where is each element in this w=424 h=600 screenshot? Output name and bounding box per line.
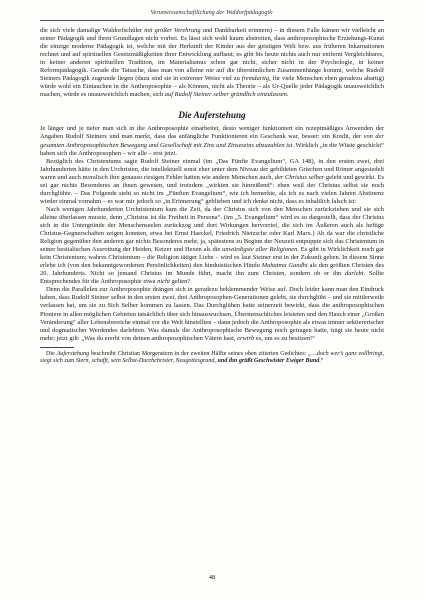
paragraph-intro: die sich viele damalige Waldorfschüler mit großer Verehrung und Dankbarkeit erinnern) – in diesem Falle kämen wir vielleicht an seiner Pädagogik und ihren Grundlagen nicht vorbei. Es lässt sich wohl kaum abstreiten, dass anthroposophische Erziehungs-Kunst die einzige moderne Pädagogik ist, welche mit der Herkunft der Kinder aus der geistigen Welt bzw. aus früheren Inkarnationen rechnet und auf spirituellen Gesetzmäßigkeiten ihrer Entwicklung aufbaut; es gibt bis heute nichts auch nur entfernt Vergleichbares, in keiner anderen spirituellen Tradition, im Materialismus schon gar nicht, sicher nicht in der Psychologie, in keiner Reformpädagogik. Gerade die Tatsache, dass man von alleine nie auf die übersinnlichen Zusammenhänge kommt, welche Rudolf Steiners Pädagogik zugrunde liegen (dazu sind sie in extremer Weise viel zu fremdartig, für viele Menschen eben geradezu abartig) würde wohl ein Eintauchen in die Anthroposophie – als Können, nicht als Theorie – als Ur-Quelle jeder Pädagogik unausweichlich machen, würde es unausweichlich machen, sich auf Rudolf Steiner selber gründlich einzulassen. <box>40 27 385 99</box>
paragraph-urchristentum: Nach wenigen Jahrhunderten Urchristentum kam die Zeit, da der Christus sich von den Menschen zurückziehen und sie sich alleine überlassen musste, denn „Christus ist die Freiheit in Persona“. (im „5. Evangelium“ wird es so dargestellt, dass der Christus sich in die Untergründe der Menschenseelen zurückzog und dort Wirkungen hervorrief, die sich im Äußeren auch als heftige Christus-Gegnerschaften zeigen konnten, etwa bei Ernst Haeckel, Friedrich Nietzsche oder Karl Marx.) Ab da war die christliche Religion gegenüber den anderen gar nichts Besonderes mehr, ja, spätestens zu Beginn der Neuzeit entpuppte sich das Christentum in seiner bestialischen Ausrottung der Heiden, Ketzer und Hexen als die unwürdigste aller Religionen. Es gibt in Wirklichkeit noch gar kein Christentum; wahres Christentum – die Religion tätiger Liebe – wird es laut Steiner erst in der Zukunft geben. In diesem Sinne erlebe ich (von den bekanntgewordenen Persönlichkeiten) den hinduistischen Hindu Mahatma Gandhi als den größten Christen des 20. Jahrhunderts. Nicht so jemand Christus im Munde führt, macht ihn zum Christen, sondern ob er ihn darlebt. Sollte Entsprechendes für die Anthroposophie etwa nicht gelten? <box>40 205 385 286</box>
header-rule <box>40 20 384 21</box>
paragraph-parallels: Denn die Parallelen zur Anthroposophie drängen sich in geradezu beklemmender Weise auf. Doch leider kann man den Eindruck haben, dass Rudolf Steiner selbst in den ersten zwei, drei Anthroposophen-Generationen gelebt, sie durchglüht – und sie mittlerweile verlassen hat, um sie zu Sich Selber kommen zu lassen. Das Durchglühen hatte seinerzeit bewirkt, dass die anthroposophischen Pioniere in allen möglichen Gebieten tatsächlich über sich hinauswuchsen, Übermenschliches leisteten und den Hauch einer „Großen Veränderung“ aller Lebensbereiche einmal vor die Welt hinstellten – dann jedoch die Anthroposophie als etwas immer sektiererischer und dogmatischer Werdendes darlebten. Was damals die Anthroposophische Bewegung noch getragen hatte, trägt sie heute nicht mehr; jetzt gilt: „Was du ererbt von deinen anthroposophischen Vätern hast, erwirb es, um es zu besitzen!“ <box>40 286 385 342</box>
running-header: Verunwissenschaftlichung der Waldorfpädagogik· <box>150 9 274 16</box>
paragraph-credit: Je länger und je tiefer man sich in die Anthroposophie einarbeitet, desto weniger funktioniert ein rezeptmäßiges Anwenden der Angaben Rudolf Steiners und man merkt, dass das anfängliche Funktionieren ein Geschenk war, besser: ein Kredit, der von der gesamten Anthroposophischen Bewegung und Gesellschaft mit Zins und Zinseszins abzuzahlen ist. Wirklich „in die Wüste geschickt“ haben sich die Anthroposophen – wir alle – erst jetzt. <box>40 125 384 157</box>
footnote-separator <box>40 347 74 348</box>
page-content <box>40 27 384 366</box>
page-number: 48 <box>208 574 216 581</box>
paragraph-christianity: Bezüglich des Christentums sagte Rudolf Steiner einmal (im „Das Fünfte Evangelium“, GA 148), in den ersten zwei, drei Jahrhunderten hätte in den Urchristen, die intellektuell sonst eher unter dem Niveau der gebildeten Griechen und Römer angesiedelt waren und auch moralisch ihre genauso riesigen Fehler hatten wie andere Menschen auch, der Christus selber gelebt und gewirkt. Es sei gar nichts Besonderes an ihnen gewesen, und trotzdem „wirkten sie hinreißend“: eben weil der Christus selbst sie noch durchglühte. – Das Folgende steht so nicht im „Fünften Evangelium“, wie ich bemerkte, als ich es nach vielen Jahren Abstinenz wieder einmal vornahm – es war mir jedoch so „in Erinnerung“ geblieben und ich denke nicht, dass es inhaltlich falsch ist: <box>40 157 384 205</box>
section-title: Die Auferstehung <box>178 110 246 121</box>
footnote: Die Auferstehung beschreibt Christian Morgenstern in der zweiten Hälfte seines oben zitierten Gedichtes: „…doch wer’s ganz vollbringt, siegt sich zum Stern, schafft, sein Selbst-Durchchrister, Neugottesgrund, und ihn grüßt Geschwister Ewiger Bund.“ <box>40 350 384 365</box>
